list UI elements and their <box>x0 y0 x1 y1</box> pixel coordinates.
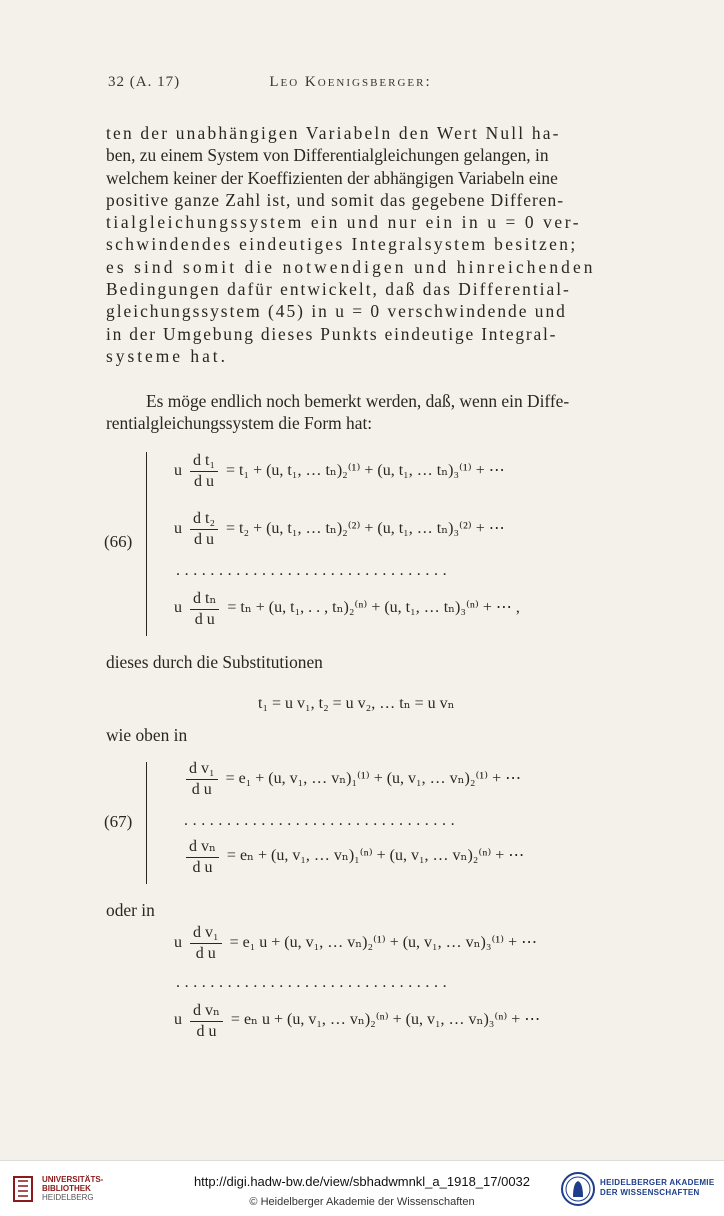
text-line: ten der unabhängigen Variabeln den Wert Null ha- <box>106 123 561 143</box>
ellipsis-row: ................................ <box>176 974 452 991</box>
academy-name: HEIDELBERGER AKADEMIE DER WISSENSCHAFTEN <box>600 1178 715 1197</box>
text-wie-oben: wie oben in <box>106 725 188 745</box>
text-line: schwindendes eindeutiges Integralsystem besitzen; <box>106 234 578 255</box>
text-line: rentialgleichungssystem die Form hat: <box>106 413 373 434</box>
fraction: $\frac{\text{d v₁}}{\text{d u}}$ <box>186 760 218 799</box>
text-line: Bedingungen dafür entwickelt, daß das Differential- <box>106 279 571 300</box>
fraction: $\frac{\text{d tₙ}}{\text{d u}}$ <box>190 588 219 629</box>
equation-label-66: (66) <box>104 532 133 551</box>
academy-seal-icon <box>561 1171 595 1207</box>
text-line: gleichungssystem (45) in u = 0 verschwindende und <box>106 301 567 322</box>
equation-label-67: (67) <box>104 812 133 831</box>
viewer-footer <box>0 1160 724 1216</box>
text-line: ben, zu einem System von Differentialgleichungen gelangen, in <box>106 145 549 166</box>
equation-66-row-2: u $\frac{\text{d t₂}}{\text{d u}}$ = t₂ + (u, t₁, … tₙ)₂⁽²⁾ + (u, t₁, … tₙ)₃⁽²⁾ + ⋯ <box>174 510 505 548</box>
text-line: in der Umgebung dieses Punkts eindeutige Integral- <box>106 323 558 344</box>
text-line: Es möge endlich noch bemerkt werden, daß, wenn ein Diffe- <box>146 391 570 411</box>
equation-67-row-2: $\frac{\text{d vₙ}}{\text{d u}}$ = eₙ + (u, v₁, … vₙ)₁⁽ⁿ⁾ + (u, v₁, … vₙ)₂⁽ⁿ⁾ + ⋯ <box>182 836 524 877</box>
fraction: $\frac{\text{d v₁}}{\text{d u}}$ <box>190 924 222 963</box>
paragraph-1 <box>106 122 668 367</box>
equation-66-row-1: u $\frac{\text{d t₁}}{\text{d u}}$ = t₁ + (u, t₁, … tₙ)₂⁽¹⁾ + (u, t₁, … tₙ)₃⁽¹⁾ + ⋯ <box>174 452 505 490</box>
text-line: systeme hat. <box>106 345 228 366</box>
equation-bracket <box>146 762 147 884</box>
running-title: Leo Koenigsberger: <box>269 74 432 90</box>
paragraph-2 <box>106 390 668 435</box>
text-oder-in: oder in <box>106 900 155 920</box>
university-library-name: UNIVERSITÄTS- BIBLIOTHEK HEIDELBERG <box>42 1175 104 1202</box>
permalink-url[interactable]: http://digi.hadw-bw.de/view/sbhadwmnkl_a_1918_17/0032 <box>193 1174 531 1189</box>
text-line: welchem keiner der Koeffizienten der abhängigen Variabeln eine <box>106 167 558 188</box>
equation-67-row-1: $\frac{\text{d v₁}}{\text{d u}}$ = e₁ + (u, v₁, … vₙ)₁⁽¹⁾ + (u, v₁, … vₙ)₂⁽¹⁾ + ⋯ <box>182 760 521 799</box>
substitution-equation: t₁ = u v₁, t₂ = u v₂, … tₙ = u vₙ <box>258 695 455 712</box>
equation-68-row-1: u $\frac{\text{d v₁}}{\text{d u}}$ = e₁ u + (u, v₁, … vₙ)₂⁽¹⁾ + (u, v₁, … vₙ)₃⁽¹⁾ + ⋯ <box>174 924 538 962</box>
fraction: $\frac{\text{d vₙ}}{\text{d u}}$ <box>190 1000 223 1041</box>
text-substitution: dieses durch die Substitutionen <box>106 652 323 672</box>
equation-68-row-2: u $\frac{\text{d vₙ}}{\text{d u}}$ = eₙ u + (u, v₁, … vₙ)₂⁽ⁿ⁾ + (u, v₁, … vₙ)₃⁽ⁿ⁾ + ⋯ <box>174 1002 541 1040</box>
ellipsis-row: ................................ <box>184 812 460 829</box>
text-line: positive ganze Zahl ist, und somit das gegebene Differen- <box>106 189 564 210</box>
fraction: $\frac{\text{d t₂}}{\text{d u}}$ <box>190 510 218 549</box>
equation-66-row-3: u $\frac{\text{d tₙ}}{\text{d u}}$ = tₙ + (u, t₁, . . , tₙ)₂⁽ⁿ⁾ + (u, t₁, … tₙ)₃⁽ⁿ⁾ + ⋯ , <box>174 590 520 628</box>
ellipsis-row: ................................ <box>176 562 452 579</box>
copyright-notice: © Heidelberger Akademie der Wissenschaften <box>249 1196 475 1208</box>
fraction: $\frac{\text{d vₙ}}{\text{d u}}$ <box>186 836 219 877</box>
text-line: tialgleichungssystem ein und nur ein in u = 0 ver- <box>106 212 582 233</box>
equation-bracket <box>146 452 147 636</box>
text-line: es sind somit die notwendigen und hinreichenden <box>106 256 596 277</box>
fraction: $\frac{\text{d t₁}}{\text{d u}}$ <box>190 452 218 491</box>
page-number: 32 (A. 17) <box>108 74 181 90</box>
